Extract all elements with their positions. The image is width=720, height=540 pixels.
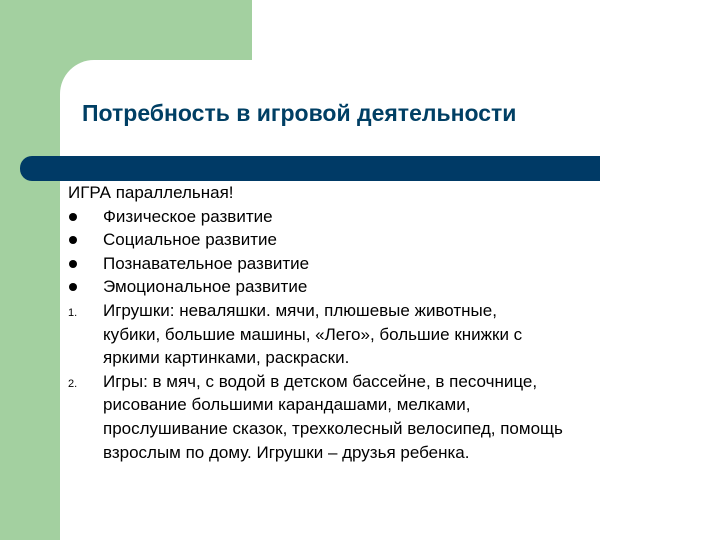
numbered-item <box>68 370 708 464</box>
bullet-dot-icon <box>69 260 77 268</box>
green-side-stripe <box>0 0 60 540</box>
bullet-text: Социальное развитие <box>103 230 277 250</box>
bullet-dot-icon <box>69 213 77 221</box>
numbered-item-line: рисование большими карандашами, мелками, <box>103 395 471 415</box>
number-marker <box>68 370 98 397</box>
number-marker <box>68 299 98 326</box>
numbered-item-line: взрослым по дому. Игрушки – друзья ребенка. <box>103 442 470 462</box>
heading-text: ИГРА параллельная! <box>68 183 234 202</box>
numbered-item-line: Игры: в мяч, с водой в детском бассейне, в песочнице, <box>103 371 538 391</box>
bullet-marker <box>68 228 98 252</box>
bullet-dot-icon <box>69 283 77 291</box>
bullet-text: Эмоциональное развитие <box>103 277 308 297</box>
slide-content <box>68 181 708 464</box>
bullet-marker <box>68 205 98 229</box>
number-label: 1. <box>68 306 78 319</box>
bullet-item <box>68 228 708 252</box>
numbered-item-line: Игрушки: неваляшки. мячи, плюшевые животные, <box>103 300 497 320</box>
numbered-item <box>68 299 708 370</box>
bullet-text: Физическое развитие <box>103 206 273 226</box>
bullet-dot-icon <box>69 236 77 244</box>
numbered-item-line: прослушивание сказок, трехколесный велосипед, помощь <box>103 418 563 438</box>
bullet-text: Познавательное развитие <box>103 253 310 273</box>
bullet-marker <box>68 252 98 276</box>
content-heading <box>68 181 708 205</box>
slide-title: Потребность в игровой деятельности <box>82 100 517 126</box>
bullet-item <box>68 275 708 299</box>
bullet-marker <box>68 275 98 299</box>
numbered-item-line: кубики, большие машины, «Лего», большие книжки с <box>103 324 523 344</box>
numbered-item-line: яркими картинками, раскраски. <box>103 348 350 368</box>
bullet-item <box>68 205 708 229</box>
bullet-item <box>68 252 708 276</box>
title-underline-bar <box>20 156 600 181</box>
number-label: 2. <box>68 377 78 390</box>
